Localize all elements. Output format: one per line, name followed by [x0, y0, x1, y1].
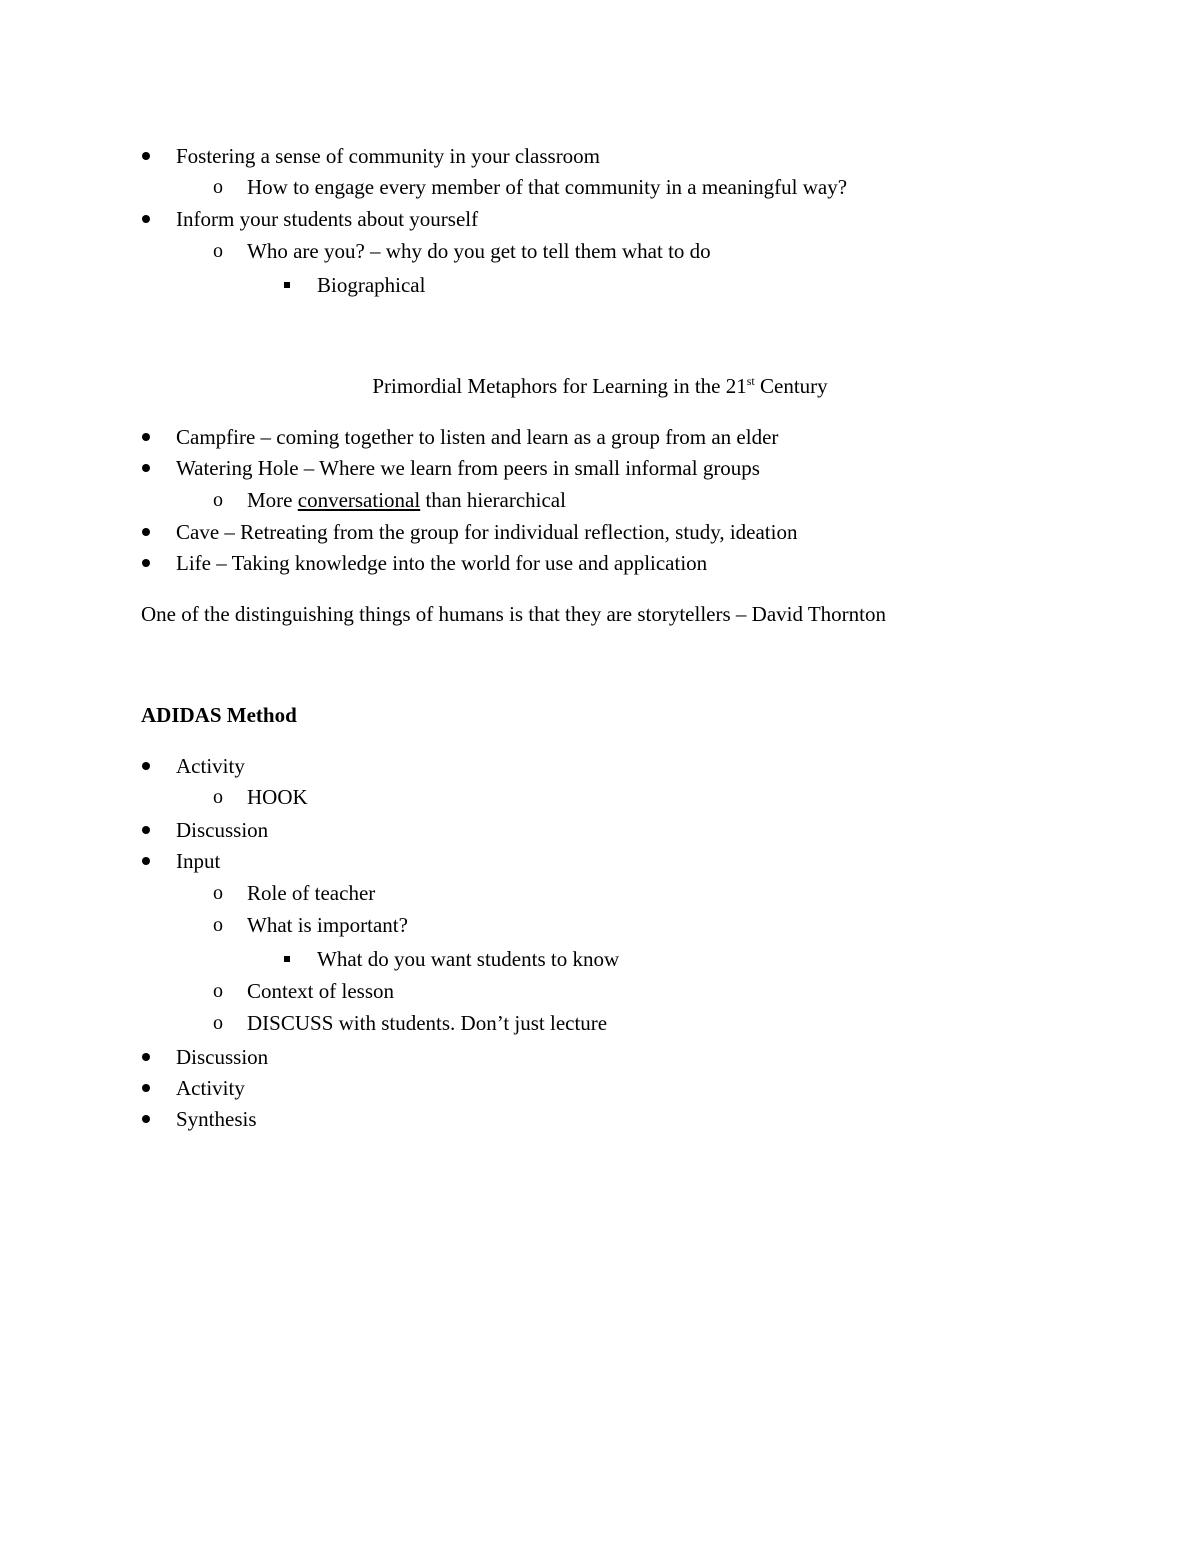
bullet-circle: o [213, 786, 223, 808]
bullet-square [278, 271, 296, 299]
list-item-text: Input [176, 849, 221, 873]
bullet-disc [137, 1105, 155, 1133]
list-item-text: Life – Taking knowledge into the world for use and application [176, 551, 708, 575]
heading-superscript: st [746, 374, 755, 388]
list-item-text: What do you want students to know [317, 947, 620, 971]
list-item-text: Who are you? – why do you get to tell them what to do [247, 239, 711, 263]
bullet-circle: o [213, 1012, 223, 1034]
list-item-text: Inform your students about yourself [176, 207, 479, 231]
bullet-disc [137, 1043, 155, 1071]
bullet-disc [137, 1074, 155, 1102]
bullet-circle: o [213, 882, 223, 904]
bullet-circle: o [213, 240, 223, 262]
bullet-disc [137, 518, 155, 546]
bullet-disc [137, 752, 155, 780]
heading-text: ADIDAS Method [141, 703, 297, 727]
list-item-text: How to engage every member of that community in a meaningful way? [247, 175, 848, 199]
bullet-disc [137, 205, 155, 233]
list-item-text: Watering Hole – Where we learn from peers in small informal groups [176, 456, 760, 480]
bullet-disc [137, 549, 155, 577]
bullet-circle: o [213, 176, 223, 198]
list-item-text: Fostering a sense of community in your classroom [176, 144, 601, 168]
list-item-text: Discussion [176, 818, 269, 842]
list-item-text: Role of teacher [247, 881, 376, 905]
list-item-text: Campfire – coming together to listen and learn as a group from an elder [176, 425, 779, 449]
list-item-text: Activity [176, 1076, 245, 1100]
bullet-circle: o [213, 914, 223, 936]
text-segment: than hierarchical [420, 488, 566, 512]
bullet-square [278, 945, 296, 973]
bullet-disc [137, 423, 155, 451]
list-item-text: Synthesis [176, 1107, 257, 1131]
list-item-text: Context of lesson [247, 979, 394, 1003]
quote-text: One of the distinguishing things of humans is that they are storytellers – David Thornton [141, 602, 887, 626]
bullet-disc [137, 142, 155, 170]
bullet-circle: o [213, 980, 223, 1002]
heading-text: Primordial Metaphors for Learning in the 21 [372, 374, 747, 398]
bullet-circle: o [213, 489, 223, 511]
heading-text-end: Century [754, 374, 828, 398]
list-item-text: What is important? [247, 913, 408, 937]
underlined-word: conversational [297, 488, 421, 512]
list-item-text: Cave – Retreating from the group for individual reflection, study, ideation [176, 520, 798, 544]
list-item-text [247, 486, 566, 514]
section-heading [0, 372, 1200, 400]
list-item-text: DISCUSS with students. Don’t just lecture [247, 1011, 608, 1035]
bullet-disc [137, 454, 155, 482]
list-item-text: Activity [176, 754, 245, 778]
text-segment: More [247, 488, 298, 512]
bullet-disc [137, 816, 155, 844]
list-item-text: Biographical [317, 273, 426, 297]
bullet-disc [137, 847, 155, 875]
list-item-text: Discussion [176, 1045, 269, 1069]
list-item-text: HOOK [247, 785, 308, 809]
